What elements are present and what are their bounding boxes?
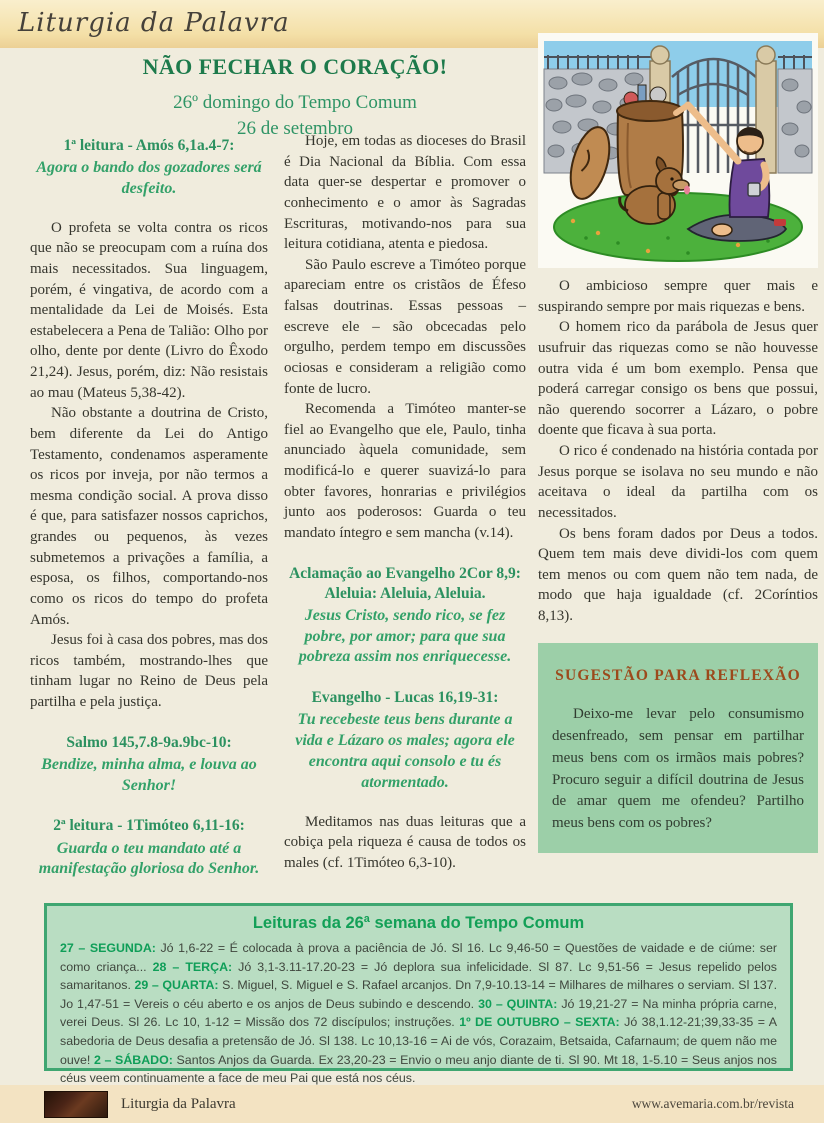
gospel-reference: Evangelho - Lucas 16,19-31: [311, 689, 499, 707]
paragraph: Não obstante a doutrina de Cristo, bem diferente da Lei do Antigo Testamento, condenamos asperamente os ricos por inveja, por não termos a mesma condição social. A prova disso é que, para satisfazer nossos caprichos, grandes ou pequenos, às vezes submetemos a privações a família, a esposa, os filhos, comportando-nos como os ricos do tempo do profeta Amós. [30, 405, 268, 628]
reading-day-text: Jó 38,1.12-21;39,33-35 = A sabedoria de Deus desafia a pretensão de Jó. Sl 138. Lc 10,13-16 = Ai de vós, Corazaim, Betsaida, Cafarnaum; de quem não me ouve! [60, 1015, 778, 1067]
footer-url: www.avemaria.com.br/revista [631, 1096, 794, 1111]
paragraph: O profeta se volta contra os ricos que não se preocupam com a ruína dos mais necessitados. Sua linguagem, porém, é vingativa, de acordo com a mentalidade da Lei de Moisés. Esta estabelecera a Pena de Talião: Olho por olho, dente por dente (Livro do Êxodo 21,24). Jesus, porém, diz: Não resistais ao mau (Mateus 5,38-42). [30, 219, 268, 401]
paragraph: São Paulo escreve a Timóteo porque apareciam entre os cristãos de Éfeso falsas doutrinas. Essas pessoas – escreve ele – são obcecadas pelo orgulho, perdem tempo em discussões ociosas e consideram a religião como fonte de lucro. [284, 256, 526, 397]
reading1-theme: Agora o bando dos gozadores será desfeito. [36, 159, 262, 197]
paragraph: Jesus foi à casa dos pobres, mas dos ricos também, mostrando-lhes que tinham lugar no Reino de Deus pela partilha e pela justiça. [30, 632, 268, 711]
paragraph: Meditamos nas duas leituras que a cobiça pela riqueza é causa de todos os males (cf. 1Timóteo 6,3-10). [284, 813, 526, 871]
reading-day-label: 1º DE OUTUBRO – SEXTA: [459, 1015, 620, 1030]
page-title: NÃO FECHAR O CORAÇÃO! [142, 54, 448, 79]
reading-day-text: Jó 1,6-22 = É colocada à prova a paciência de Jó. Sl 16. Lc 9,46-50 = Questões de vaidade e de ciúme: ser como criança... [60, 941, 777, 974]
reading-day-label: 30 – QUINTA: [478, 996, 558, 1011]
column-3 [538, 33, 818, 853]
weekly-readings-box [44, 903, 793, 1086]
column-1 [30, 136, 268, 898]
acclamation-theme: Jesus Cristo, sendo rico, se fez pobre, por amor; para que sua pobreza assim nos enriquecesse. [298, 606, 512, 666]
reading-day-label: 2 – SÁBADO: [93, 1052, 173, 1067]
magazine-cover-thumbnail [45, 1092, 107, 1117]
subtitle-sunday: 26º domingo do Tempo Comum [173, 92, 417, 113]
weekly-readings-title: Leituras da 26ª semana do Tempo Comum [252, 914, 585, 932]
reading2-theme: Guarda o teu mandato até a manifestação gloriosa do Senhor. [38, 839, 260, 878]
reading-day-text: Jó 3,1-3.11-17.20-23 = Jó deplora sua infelicidade. Sl 87. Lc 9,51-56 = Jesus repelido pelos samaritanos. [60, 959, 777, 993]
weekly-readings-text [60, 939, 777, 1088]
acclamation-reference: Aclamação ao Evangelho 2Cor 8,9: Aleluia: Aleluia, Aleluia. [289, 564, 521, 602]
psalm-reference: Salmo 145,7.8-9a.9bc-10: [66, 733, 232, 751]
paragraph: Os bens foram dados por Deus a todos. Quem tem mais deve dividi-los com quem tem menos ou com quem não tem nada, de modo que haja igualdade (cf. 2Coríntios 8,13). [538, 525, 818, 624]
paragraph: O rico é condenado na história contada por Jesus porque se isolava no seu mundo e não aceitava o ideal da partilha com os necessitados. [538, 443, 818, 521]
lazaro-and-dog-illustration [538, 33, 818, 268]
psalm-theme: Bendize, minha alma, e louva ao Senhor! [41, 755, 257, 794]
subtitle-date: 26 de setembro [236, 117, 354, 139]
reading1-reference: 1ª leitura - Amós 6,1a.4-7: [63, 137, 235, 154]
paragraph: O homem rico da parábola de Jesus quer usufruir das riquezas como se não houvesse outra vida é um bom exemplo. Pensa que poderá carregar consigo os bens que possui, não querendo socorrer a Lázaro, o pobre doente que ficava à sua porta. [538, 319, 818, 439]
paragraph: Hoje, em todas as dioceses do Brasil é Dia Nacional da Bíblia. Com essa data quer-se despertar e promover o conhecimento e o amor às Sagradas Escrituras, motivando-nos para sua leitura cotidiana, atenta e piedosa. [284, 133, 526, 253]
article-header [60, 54, 530, 141]
reading-day-text: S. Miguel, S. Miguel e S. Rafael arcanjos. Dn 7,9-10.13-14 = Milhares de milhares o serviam. Sl 137. Jo 1,47-51 = Vereis o céu aberto e os anjos de Deus subindo e descendo. [60, 978, 778, 1011]
reading-day-label: 28 – TERÇA: [152, 959, 233, 974]
reading-day-text: Santos Anjos da Guarda. Ex 23,20-23 = Envio o meu anjo diante de ti. Sl 90. Mt 18, 1-5.10 = Seus anjos nos céus veem continuamente a face de meu Pai que está nos céus. [60, 1052, 777, 1086]
reading-day-label: 27 – SEGUNDA: [60, 941, 156, 955]
suggestion-box-body: Deixo-me levar pelo consumismo desenfreado, sem pensar em partilhar meus bens com os irmãos mais pobres? Procuro seguir a difícil doutrina de Jesus de amar quem me ofendeu? Partilho meus bens com os pobres? [552, 706, 804, 832]
masthead-script-title: Liturgia da Palavra [18, 8, 290, 38]
footer-brand: Liturgia da Palavra [121, 1095, 236, 1112]
paragraph: Recomenda a Timóteo manter-se fiel ao Evangelho que ele, Paulo, tinha anunciado àquela comunidade, sem modificá-lo e querer suavizá-lo para obter favores, honrarias e privilégios junto aos poderosos: Guarda o teu mandato íntegro e sem mancha (v.14). [284, 401, 526, 541]
suggestion-box [538, 643, 818, 853]
footer-band [0, 1085, 824, 1123]
column-2 [284, 131, 526, 873]
paragraph: O ambicioso sempre quer mais e suspirando sempre por mais riquezas e bens. [538, 278, 818, 315]
suggestion-box-title: SUGESTÃO PARA REFLEXÃO [555, 666, 801, 684]
reading-day-text: Jó 19,21-27 = Na minha própria carne, verei Deus. Sl 26. Lc 10, 1-12 = Missão dos 72 discípulos; instruções. [60, 996, 777, 1030]
reading2-reference: 2ª leitura - 1Timóteo 6,11-16: [53, 817, 245, 835]
reading-day-label: 29 – QUARTA: [134, 978, 219, 993]
gospel-theme: Tu recebeste teus bens durante a vida e Lázaro os males; agora ele encontra aqui consolo e tu és atormentado. [295, 711, 515, 791]
